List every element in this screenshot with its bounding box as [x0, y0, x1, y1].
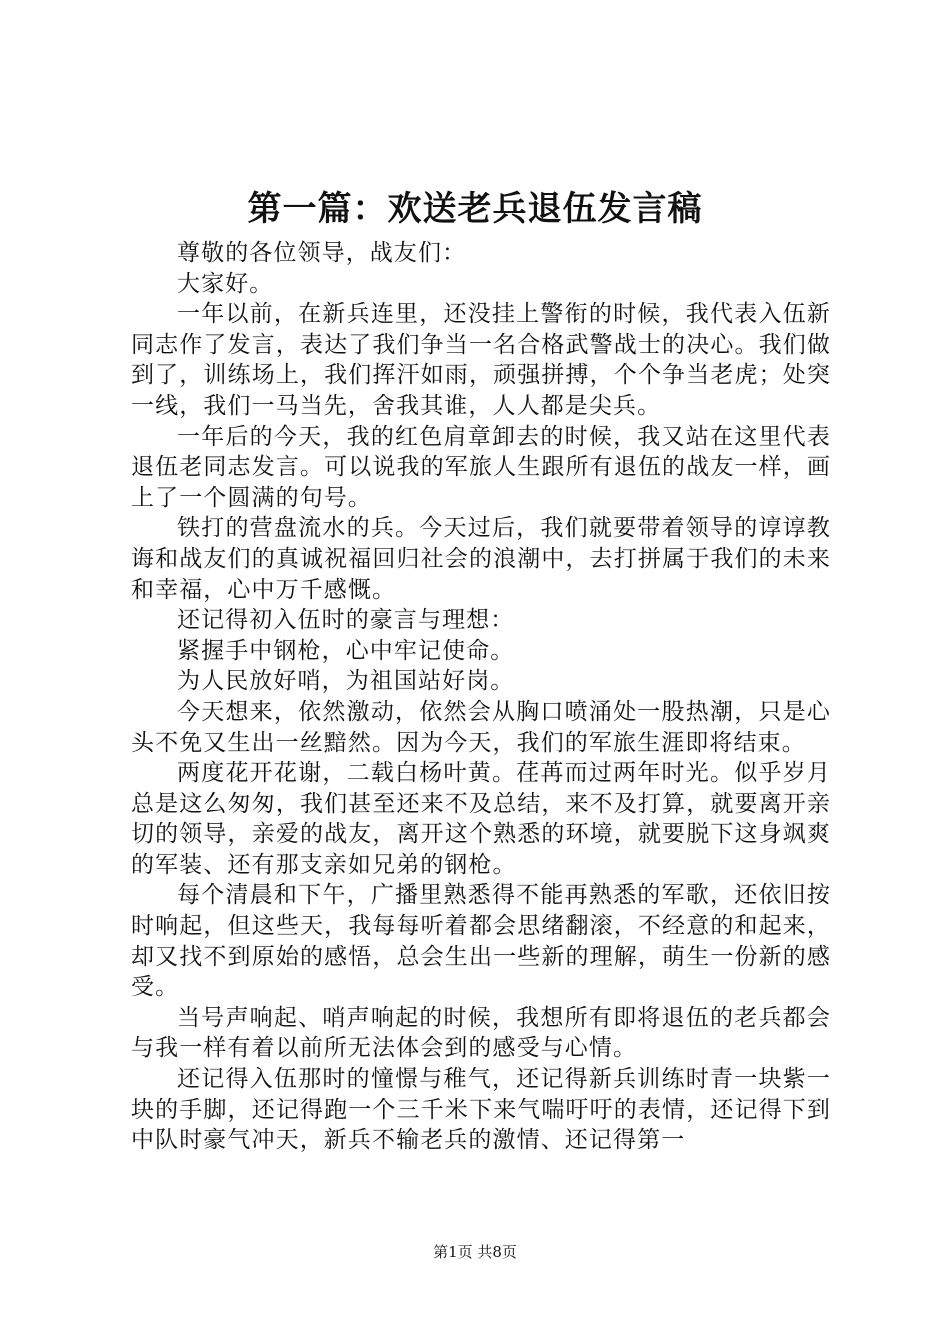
- paragraph: 紧握手中钢枪，心中牢记使命。: [177, 637, 515, 664]
- paragraph: 今天想来，依然激动，依然会从胸口喷涌处一股热潮，只是心头不免又生出一丝黯然。因为今天，我们的军旅生涯即将结束。: [131, 698, 831, 756]
- document-body: [131, 238, 831, 1156]
- paragraph: 当号声响起、哨声响起的时候，我想所有即将退伍的老兵都会与我一样有着以前所无法体会到的感受与心情。: [131, 1004, 831, 1062]
- paragraph: 每个清晨和下午，广播里熟悉得不能再熟悉的军歌，还依旧按时响起，但这些天，我每每听着都会思绪翻滚，不经意的和起来，却又找不到原始的感悟，总会生出一些新的理解，萌生一份新的感受。: [131, 882, 831, 1001]
- page-footer: 第1页 共8页: [433, 1243, 517, 1261]
- paragraph: 两度花开花谢，二载白杨叶黄。荏苒而过两年时光。似乎岁月总是这么匆匆，我们甚至还来不及总结，来不及打算，就要离开亲切的领导，亲爱的战友，离开这个熟悉的环境，就要脱下这身飒爽的军装、还有那支亲如兄弟的钢枪。: [131, 760, 831, 878]
- paragraph: 还记得初入伍时的豪言与理想：: [177, 607, 515, 634]
- document-title: 第一篇：欢送老兵退伍发言稿: [247, 189, 703, 229]
- paragraph: 尊敬的各位领导，战友们：: [177, 240, 467, 266]
- paragraph: 还记得入伍那时的憧憬与稚气，还记得新兵训练时青一块紫一块的手脚，还记得跑一个三千米下来气喘吁吁的表情，还记得下到中队时豪气冲天，新兵不输老兵的激情、还记得第一: [131, 1066, 831, 1154]
- paragraph: 大家好。: [177, 270, 274, 297]
- paragraph: 一年以前，在新兵连里，还没挂上警衔的时候，我代表入伍新同志作了发言，表达了我们争当一名合格武警战士的决心。我们做到了，训练场上，我们挥汗如雨，顽强拼搏，个个争当老虎；处突一线，我们一马当先，舍我其谁，人人都是尖兵。: [131, 301, 831, 419]
- paragraph: 一年后的今天，我的红色肩章卸去的时候，我又站在这里代表退伍老同志发言。可以说我的军旅人生跟所有退伍的战友一样，画上了一个圆满的句号。: [131, 423, 831, 511]
- paragraph: 为人民放好哨，为祖国站好岗。: [177, 668, 515, 695]
- paragraph: 铁打的营盘流水的兵。今天过后，我们就要带着领导的谆谆教诲和战友们的真诚祝福回归社会的浪潮中，去打拼属于我们的未来和幸福，心中万千感慨。: [131, 515, 831, 603]
